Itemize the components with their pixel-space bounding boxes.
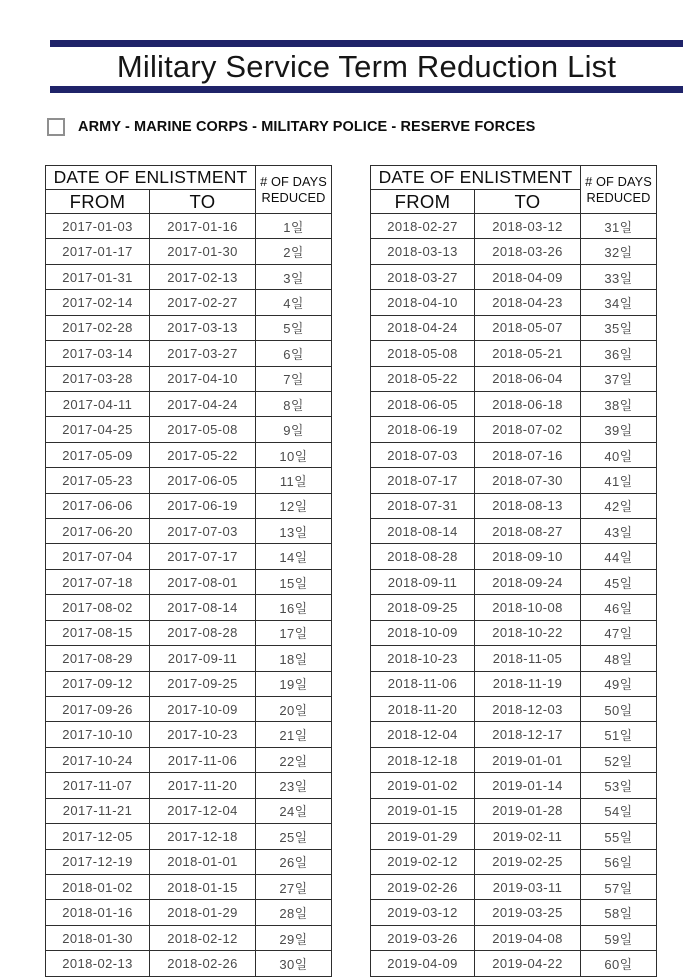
from-cell: 2017-02-28 bbox=[46, 315, 150, 340]
days-cell: 40일 bbox=[581, 442, 657, 467]
to-cell: 2017-07-03 bbox=[150, 519, 256, 544]
days-cell: 27일 bbox=[256, 874, 332, 899]
table-row bbox=[371, 391, 657, 416]
to-cell: 2019-04-22 bbox=[475, 951, 581, 976]
days-cell: 34일 bbox=[581, 290, 657, 315]
from-cell: 2018-11-20 bbox=[371, 697, 475, 722]
table-row bbox=[371, 493, 657, 518]
table-row bbox=[46, 747, 332, 772]
days-cell: 12일 bbox=[256, 493, 332, 518]
table-row bbox=[46, 722, 332, 747]
days-cell: 47일 bbox=[581, 620, 657, 645]
table-row bbox=[46, 671, 332, 696]
from-cell: 2019-01-29 bbox=[371, 824, 475, 849]
days-cell: 60일 bbox=[581, 951, 657, 976]
from-cell: 2018-08-28 bbox=[371, 544, 475, 569]
from-cell: 2018-09-25 bbox=[371, 595, 475, 620]
to-cell: 2018-01-15 bbox=[150, 874, 256, 899]
days-cell: 43일 bbox=[581, 519, 657, 544]
table-row bbox=[371, 849, 657, 874]
title-top-rule bbox=[50, 40, 683, 47]
to-cell: 2017-07-17 bbox=[150, 544, 256, 569]
table-row bbox=[46, 493, 332, 518]
from-cell: 2018-02-13 bbox=[46, 951, 150, 976]
days-cell: 52일 bbox=[581, 747, 657, 772]
days-cell: 58일 bbox=[581, 900, 657, 925]
to-cell: 2019-01-28 bbox=[475, 798, 581, 823]
to-cell: 2017-03-27 bbox=[150, 341, 256, 366]
days-cell: 38일 bbox=[581, 391, 657, 416]
table-row bbox=[46, 391, 332, 416]
days-cell: 45일 bbox=[581, 569, 657, 594]
table-row bbox=[46, 900, 332, 925]
days-cell: 30일 bbox=[256, 951, 332, 976]
from-cell: 2017-11-21 bbox=[46, 798, 150, 823]
days-cell: 42일 bbox=[581, 493, 657, 518]
days-reduced-header bbox=[256, 166, 332, 214]
table-row bbox=[371, 315, 657, 340]
reduction-table-left-wrap bbox=[45, 165, 332, 977]
table-row bbox=[371, 239, 657, 264]
from-cell: 2019-03-12 bbox=[371, 900, 475, 925]
days-cell: 26일 bbox=[256, 849, 332, 874]
to-cell: 2017-05-22 bbox=[150, 442, 256, 467]
to-cell: 2018-12-17 bbox=[475, 722, 581, 747]
to-cell: 2018-05-07 bbox=[475, 315, 581, 340]
from-cell: 2017-06-06 bbox=[46, 493, 150, 518]
to-cell: 2017-09-11 bbox=[150, 646, 256, 671]
days-cell: 23일 bbox=[256, 773, 332, 798]
days-cell: 24일 bbox=[256, 798, 332, 823]
from-cell: 2017-06-20 bbox=[46, 519, 150, 544]
table-row bbox=[371, 620, 657, 645]
days-cell: 49일 bbox=[581, 671, 657, 696]
from-cell: 2019-02-26 bbox=[371, 874, 475, 899]
from-cell: 2017-09-12 bbox=[46, 671, 150, 696]
table-row bbox=[371, 747, 657, 772]
to-cell: 2017-12-18 bbox=[150, 824, 256, 849]
to-cell: 2017-01-30 bbox=[150, 239, 256, 264]
table-row bbox=[46, 366, 332, 391]
to-cell: 2017-04-10 bbox=[150, 366, 256, 391]
to-cell: 2019-04-08 bbox=[475, 925, 581, 950]
from-cell: 2018-03-27 bbox=[371, 264, 475, 289]
days-cell: 16일 bbox=[256, 595, 332, 620]
to-cell: 2017-06-19 bbox=[150, 493, 256, 518]
from-cell: 2018-01-16 bbox=[46, 900, 150, 925]
days-cell: 14일 bbox=[256, 544, 332, 569]
from-cell: 2019-01-02 bbox=[371, 773, 475, 798]
days-cell: 2일 bbox=[256, 239, 332, 264]
page-title: Military Service Term Reduction List bbox=[116, 49, 617, 84]
from-cell: 2018-04-10 bbox=[371, 290, 475, 315]
from-cell: 2018-08-14 bbox=[371, 519, 475, 544]
days-cell: 13일 bbox=[256, 519, 332, 544]
from-cell: 2017-08-15 bbox=[46, 620, 150, 645]
table-row bbox=[371, 264, 657, 289]
table-row bbox=[46, 315, 332, 340]
from-cell: 2018-02-27 bbox=[371, 214, 475, 239]
days-reduced-header-line2: REDUCED bbox=[586, 189, 651, 205]
table-row bbox=[46, 620, 332, 645]
from-cell: 2019-03-26 bbox=[371, 925, 475, 950]
from-cell: 2018-05-22 bbox=[371, 366, 475, 391]
table-row bbox=[371, 341, 657, 366]
days-cell: 37일 bbox=[581, 366, 657, 391]
to-cell: 2017-12-04 bbox=[150, 798, 256, 823]
to-cell: 2018-08-27 bbox=[475, 519, 581, 544]
days-cell: 4일 bbox=[256, 290, 332, 315]
days-cell: 50일 bbox=[581, 697, 657, 722]
to-cell: 2017-03-13 bbox=[150, 315, 256, 340]
days-cell: 39일 bbox=[581, 417, 657, 442]
to-cell: 2017-08-28 bbox=[150, 620, 256, 645]
from-cell: 2017-03-14 bbox=[46, 341, 150, 366]
to-cell: 2017-01-16 bbox=[150, 214, 256, 239]
table-row bbox=[46, 773, 332, 798]
from-cell: 2018-01-30 bbox=[46, 925, 150, 950]
days-cell: 11일 bbox=[256, 468, 332, 493]
from-cell: 2018-07-31 bbox=[371, 493, 475, 518]
days-reduced-header bbox=[581, 166, 657, 214]
to-cell: 2018-10-22 bbox=[475, 620, 581, 645]
from-cell: 2017-10-10 bbox=[46, 722, 150, 747]
table-row bbox=[371, 366, 657, 391]
table-row bbox=[371, 214, 657, 239]
to-header: TO bbox=[150, 190, 256, 214]
days-reduced-header-line1: # OF DAYS bbox=[585, 174, 652, 190]
to-cell: 2019-02-25 bbox=[475, 849, 581, 874]
to-cell: 2019-03-11 bbox=[475, 874, 581, 899]
from-cell: 2018-09-11 bbox=[371, 569, 475, 594]
from-cell: 2018-06-19 bbox=[371, 417, 475, 442]
table-row bbox=[46, 239, 332, 264]
to-cell: 2018-04-09 bbox=[475, 264, 581, 289]
to-cell: 2018-10-08 bbox=[475, 595, 581, 620]
from-cell: 2017-03-28 bbox=[46, 366, 150, 391]
days-cell: 44일 bbox=[581, 544, 657, 569]
from-cell: 2018-12-18 bbox=[371, 747, 475, 772]
to-cell: 2019-01-01 bbox=[475, 747, 581, 772]
from-cell: 2017-10-24 bbox=[46, 747, 150, 772]
table-row bbox=[46, 544, 332, 569]
days-cell: 6일 bbox=[256, 341, 332, 366]
to-cell: 2017-09-25 bbox=[150, 671, 256, 696]
days-cell: 17일 bbox=[256, 620, 332, 645]
to-cell: 2018-12-03 bbox=[475, 697, 581, 722]
to-cell: 2018-01-29 bbox=[150, 900, 256, 925]
days-cell: 20일 bbox=[256, 697, 332, 722]
to-cell: 2017-11-20 bbox=[150, 773, 256, 798]
table-row bbox=[371, 925, 657, 950]
days-cell: 32일 bbox=[581, 239, 657, 264]
from-cell: 2019-04-09 bbox=[371, 951, 475, 976]
days-cell: 25일 bbox=[256, 824, 332, 849]
to-cell: 2017-02-13 bbox=[150, 264, 256, 289]
to-cell: 2018-02-26 bbox=[150, 951, 256, 976]
table-row bbox=[46, 264, 332, 289]
to-cell: 2018-11-19 bbox=[475, 671, 581, 696]
days-cell: 31일 bbox=[581, 214, 657, 239]
from-cell: 2019-02-12 bbox=[371, 849, 475, 874]
from-cell: 2017-02-14 bbox=[46, 290, 150, 315]
to-cell: 2017-02-27 bbox=[150, 290, 256, 315]
from-cell: 2017-09-26 bbox=[46, 697, 150, 722]
table-row bbox=[46, 646, 332, 671]
from-cell: 2018-01-02 bbox=[46, 874, 150, 899]
from-cell: 2017-12-05 bbox=[46, 824, 150, 849]
days-cell: 46일 bbox=[581, 595, 657, 620]
to-cell: 2017-08-01 bbox=[150, 569, 256, 594]
from-cell: 2018-11-06 bbox=[371, 671, 475, 696]
table-row bbox=[371, 874, 657, 899]
days-reduced-header-line1: # OF DAYS bbox=[260, 174, 327, 190]
table-row bbox=[46, 468, 332, 493]
table-row bbox=[371, 722, 657, 747]
to-cell: 2018-06-18 bbox=[475, 391, 581, 416]
table-row bbox=[46, 951, 332, 976]
table-row bbox=[371, 773, 657, 798]
to-cell: 2017-11-06 bbox=[150, 747, 256, 772]
to-cell: 2018-09-10 bbox=[475, 544, 581, 569]
days-cell: 7일 bbox=[256, 366, 332, 391]
table-row bbox=[46, 214, 332, 239]
to-cell: 2018-11-05 bbox=[475, 646, 581, 671]
from-header: FROM bbox=[46, 190, 150, 214]
days-cell: 21일 bbox=[256, 722, 332, 747]
table-row bbox=[371, 417, 657, 442]
table-row bbox=[371, 951, 657, 976]
to-cell: 2018-09-24 bbox=[475, 569, 581, 594]
days-cell: 1일 bbox=[256, 214, 332, 239]
date-of-enlistment-header: DATE OF ENLISTMENT bbox=[371, 166, 581, 190]
from-cell: 2018-05-08 bbox=[371, 341, 475, 366]
days-cell: 8일 bbox=[256, 391, 332, 416]
days-cell: 5일 bbox=[256, 315, 332, 340]
from-cell: 2017-07-04 bbox=[46, 544, 150, 569]
table-row bbox=[46, 519, 332, 544]
days-cell: 33일 bbox=[581, 264, 657, 289]
table-row bbox=[46, 341, 332, 366]
from-cell: 2018-07-17 bbox=[371, 468, 475, 493]
days-cell: 15일 bbox=[256, 569, 332, 594]
to-cell: 2017-04-24 bbox=[150, 391, 256, 416]
to-cell: 2018-07-30 bbox=[475, 468, 581, 493]
to-cell: 2017-08-14 bbox=[150, 595, 256, 620]
to-cell: 2019-01-14 bbox=[475, 773, 581, 798]
branch-label: ARMY - MARINE CORPS - MILITARY POLICE - RESERVE FORCES bbox=[78, 119, 536, 135]
table-row bbox=[46, 442, 332, 467]
days-cell: 9일 bbox=[256, 417, 332, 442]
days-cell: 53일 bbox=[581, 773, 657, 798]
branch-checkbox[interactable] bbox=[47, 118, 65, 136]
table-row bbox=[371, 569, 657, 594]
to-cell: 2018-02-12 bbox=[150, 925, 256, 950]
from-cell: 2017-04-25 bbox=[46, 417, 150, 442]
from-header: FROM bbox=[371, 190, 475, 214]
to-cell: 2017-05-08 bbox=[150, 417, 256, 442]
from-cell: 2018-03-13 bbox=[371, 239, 475, 264]
table-row bbox=[371, 442, 657, 467]
days-reduced-header-line2: REDUCED bbox=[261, 189, 326, 205]
days-cell: 29일 bbox=[256, 925, 332, 950]
table-row bbox=[46, 595, 332, 620]
days-cell: 54일 bbox=[581, 798, 657, 823]
table-row bbox=[46, 874, 332, 899]
to-cell: 2018-06-04 bbox=[475, 366, 581, 391]
from-cell: 2018-06-05 bbox=[371, 391, 475, 416]
to-cell: 2018-01-01 bbox=[150, 849, 256, 874]
to-cell: 2019-02-11 bbox=[475, 824, 581, 849]
table-row bbox=[371, 519, 657, 544]
to-cell: 2018-03-26 bbox=[475, 239, 581, 264]
table-row bbox=[371, 671, 657, 696]
from-cell: 2017-01-31 bbox=[46, 264, 150, 289]
days-cell: 10일 bbox=[256, 442, 332, 467]
table-row bbox=[46, 798, 332, 823]
days-cell: 22일 bbox=[256, 747, 332, 772]
from-cell: 2018-07-03 bbox=[371, 442, 475, 467]
table-row bbox=[46, 290, 332, 315]
from-cell: 2017-01-03 bbox=[46, 214, 150, 239]
table-row bbox=[46, 849, 332, 874]
to-cell: 2019-03-25 bbox=[475, 900, 581, 925]
from-cell: 2017-08-29 bbox=[46, 646, 150, 671]
days-cell: 48일 bbox=[581, 646, 657, 671]
to-cell: 2017-06-05 bbox=[150, 468, 256, 493]
branch-row bbox=[47, 118, 535, 136]
from-cell: 2017-08-02 bbox=[46, 595, 150, 620]
to-cell: 2018-04-23 bbox=[475, 290, 581, 315]
from-cell: 2018-12-04 bbox=[371, 722, 475, 747]
days-cell: 56일 bbox=[581, 849, 657, 874]
table-row bbox=[371, 290, 657, 315]
table-row bbox=[371, 900, 657, 925]
from-cell: 2017-05-09 bbox=[46, 442, 150, 467]
from-cell: 2017-05-23 bbox=[46, 468, 150, 493]
days-cell: 55일 bbox=[581, 824, 657, 849]
from-cell: 2017-01-17 bbox=[46, 239, 150, 264]
from-cell: 2018-04-24 bbox=[371, 315, 475, 340]
to-cell: 2017-10-23 bbox=[150, 722, 256, 747]
reduction-table-left bbox=[45, 165, 332, 977]
from-cell: 2017-07-18 bbox=[46, 569, 150, 594]
table-row bbox=[46, 697, 332, 722]
date-of-enlistment-header: DATE OF ENLISTMENT bbox=[46, 166, 256, 190]
from-cell: 2019-01-15 bbox=[371, 798, 475, 823]
from-cell: 2017-12-19 bbox=[46, 849, 150, 874]
from-cell: 2018-10-09 bbox=[371, 620, 475, 645]
table-row bbox=[371, 544, 657, 569]
days-cell: 51일 bbox=[581, 722, 657, 747]
to-cell: 2018-08-13 bbox=[475, 493, 581, 518]
table-row bbox=[46, 824, 332, 849]
from-cell: 2017-04-11 bbox=[46, 391, 150, 416]
table-row bbox=[371, 697, 657, 722]
days-cell: 35일 bbox=[581, 315, 657, 340]
from-cell: 2017-11-07 bbox=[46, 773, 150, 798]
days-cell: 36일 bbox=[581, 341, 657, 366]
table-row bbox=[371, 646, 657, 671]
to-cell: 2018-07-02 bbox=[475, 417, 581, 442]
to-cell: 2018-07-16 bbox=[475, 442, 581, 467]
table-row bbox=[371, 798, 657, 823]
table-row bbox=[46, 417, 332, 442]
days-cell: 28일 bbox=[256, 900, 332, 925]
table-row bbox=[371, 595, 657, 620]
table-row bbox=[371, 468, 657, 493]
to-cell: 2018-05-21 bbox=[475, 341, 581, 366]
to-header: TO bbox=[475, 190, 581, 214]
days-cell: 19일 bbox=[256, 671, 332, 696]
to-cell: 2018-03-12 bbox=[475, 214, 581, 239]
table-row bbox=[46, 925, 332, 950]
to-cell: 2017-10-09 bbox=[150, 697, 256, 722]
table-row bbox=[46, 569, 332, 594]
reduction-table-right bbox=[370, 165, 657, 977]
from-cell: 2018-10-23 bbox=[371, 646, 475, 671]
days-cell: 41일 bbox=[581, 468, 657, 493]
days-cell: 57일 bbox=[581, 874, 657, 899]
reduction-table-right-wrap bbox=[370, 165, 657, 977]
table-row bbox=[371, 824, 657, 849]
title-bottom-rule bbox=[50, 86, 683, 93]
days-cell: 59일 bbox=[581, 925, 657, 950]
days-cell: 3일 bbox=[256, 264, 332, 289]
days-cell: 18일 bbox=[256, 646, 332, 671]
